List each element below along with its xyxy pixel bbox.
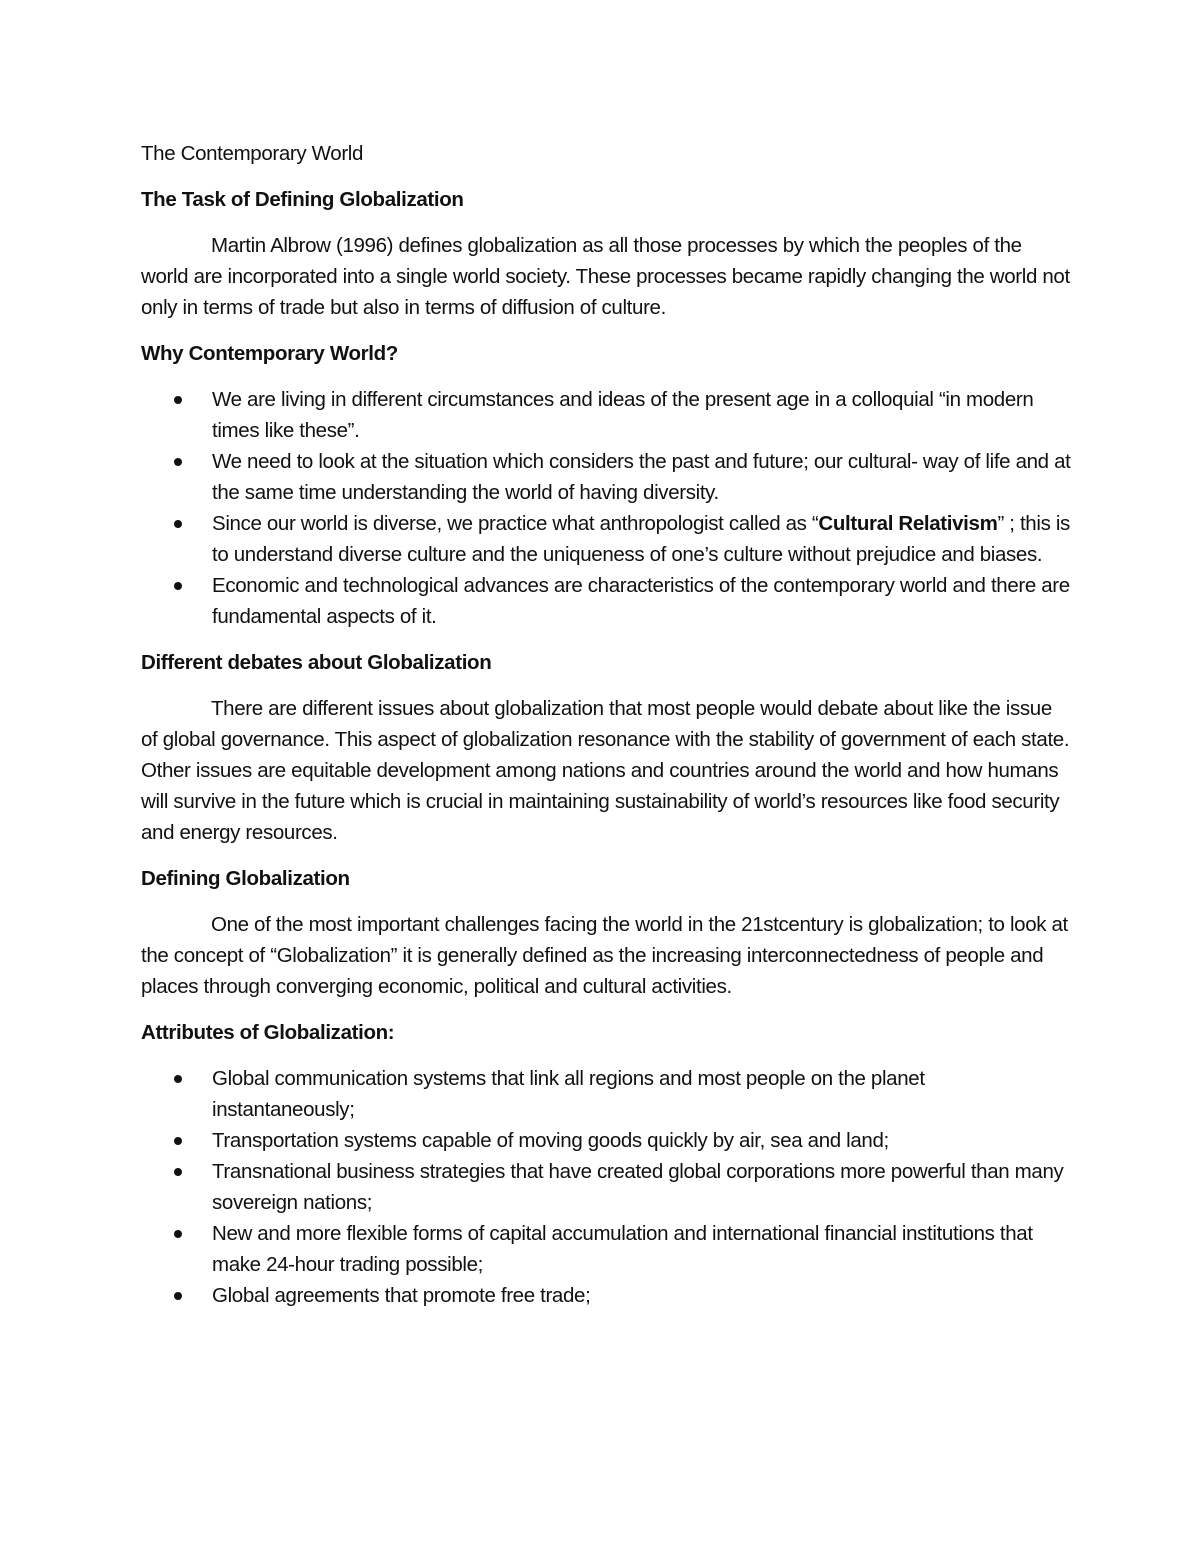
- list-item: [212, 1280, 1071, 1311]
- bullet-icon: [174, 1168, 182, 1176]
- bullet-icon: [174, 396, 182, 404]
- list-item-text: We need to look at the situation which considers the past and future; our cultural- way of life and at the same time understanding the world of having diversity.: [212, 450, 1071, 504]
- list-item: [212, 1156, 1071, 1218]
- list-item-text: Transportation systems capable of moving goods quickly by air, sea and land;: [212, 1129, 889, 1152]
- list-item-text: Transnational business strategies that have created global corporations more powerful than many sovereign nations;: [212, 1160, 1064, 1214]
- heading-debates: Different debates about Globalization: [141, 651, 492, 674]
- document-title: The Contemporary World: [141, 142, 364, 165]
- list-item: [212, 446, 1071, 508]
- list-item-text-before: Since our world is diverse, we practice what anthropologist called as “: [212, 512, 819, 535]
- paragraph-albrow: Martin Albrow (1996) defines globalization as all those processes by which the peoples of the world are incorporated into a single world society. These processes became rapidly changing the world not only in terms of trade but also in terms of diffusion of culture.: [141, 234, 1070, 319]
- list-item: [212, 1218, 1071, 1280]
- document-page: [141, 138, 1071, 1326]
- bullet-icon: [174, 1075, 182, 1083]
- list-item-text: Global agreements that promote free trade;: [212, 1284, 591, 1307]
- list-item-text: New and more flexible forms of capital accumulation and international financial institutions that make 24-hour trading possible;: [212, 1222, 1033, 1276]
- bullet-icon: [174, 1137, 182, 1145]
- paragraph-defining: One of the most important challenges facing the world in the 21stcentury is globalization; to look at the concept of “Globalization” it is generally defined as the increasing interconnectedness of people and places through converging economic, political and cultural activities.: [141, 913, 1068, 998]
- list-item-text-after: ” ; this is to understand diverse culture and the uniqueness of one’s culture without prejudice and biases.: [212, 512, 1070, 566]
- list-item: [212, 1063, 1071, 1125]
- list-item: [212, 508, 1071, 570]
- bullet-icon: [174, 458, 182, 466]
- list-item: [212, 1125, 1071, 1156]
- heading-task: The Task of Defining Globalization: [141, 188, 464, 211]
- paragraph-debates: There are different issues about globalization that most people would debate about like the issue of global governance. This aspect of globalization resonance with the stability of government of each state. Other issues are equitable development among nations and countries around the world and how humans will survive in the future which is crucial in maintaining sustainability of world’s resources like food security and energy resources.: [141, 697, 1070, 844]
- bullet-icon: [174, 582, 182, 590]
- bullet-icon: [174, 520, 182, 528]
- bullet-icon: [174, 1230, 182, 1238]
- heading-defining-globalization: Defining Globalization: [141, 867, 350, 890]
- heading-attributes: Attributes of Globalization:: [141, 1021, 395, 1044]
- bullet-icon: [174, 1292, 182, 1300]
- list-item: [212, 570, 1071, 632]
- why-bullet-list: [141, 384, 1071, 632]
- list-item: [212, 384, 1071, 446]
- heading-why-contemporary-world: Why Contemporary World?: [141, 342, 398, 365]
- list-item-text: We are living in different circumstances and ideas of the present age in a colloquial “in modern times like these”.: [212, 388, 1034, 442]
- list-item-text: Global communication systems that link all regions and most people on the planet instantaneously;: [212, 1067, 925, 1121]
- attributes-bullet-list: [141, 1063, 1071, 1311]
- cultural-relativism-term: Cultural Relativism: [818, 512, 998, 535]
- list-item-text: Economic and technological advances are characteristics of the contemporary world and there are fundamental aspects of it.: [212, 574, 1070, 628]
